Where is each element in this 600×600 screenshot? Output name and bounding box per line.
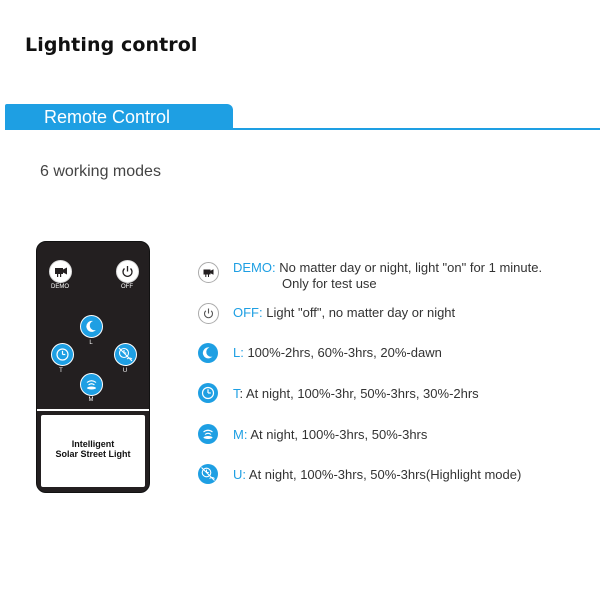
section-tab-label: Remote Control: [44, 107, 171, 127]
mode-off-text: [233, 305, 455, 320]
power-icon: [117, 261, 138, 282]
clock-icon: [52, 344, 73, 365]
motion-sensor-icon: [81, 374, 102, 395]
remote-demo-button: [49, 260, 72, 283]
remote-m-label: M: [88, 397, 94, 403]
mode-l-text: [233, 345, 442, 360]
camera-icon: [199, 263, 218, 282]
remote-u-label: U: [122, 368, 128, 374]
working-modes-subtitle: 6 working modes: [40, 163, 161, 180]
remote-control-image: [36, 241, 150, 493]
mode-t-text: [233, 386, 479, 401]
remote-panel-text: [41, 439, 145, 459]
mode-t-desc: : At night, 100%-3hr, 50%-3hrs, 30%-2hrs: [239, 386, 479, 401]
page-title: Lighting control: [25, 34, 198, 56]
remote-label-panel: [41, 415, 145, 487]
mode-t-name: T: [233, 386, 240, 401]
mode-m-text: [233, 427, 427, 442]
clock-icon: [198, 383, 218, 403]
moon-icon: [198, 343, 218, 363]
remote-divider: [37, 409, 149, 411]
mode-off-desc: Light "off", no matter day or night: [262, 305, 456, 320]
mode-demo-icon: [198, 262, 219, 283]
mode-u-icon: [198, 464, 218, 484]
section-divider: [5, 128, 600, 130]
remote-off-label: OFF: [121, 284, 133, 290]
remote-u-button: [114, 343, 137, 366]
remote-panel-line2: Solar Street Light: [55, 449, 131, 459]
remote-l-label: L: [89, 340, 93, 346]
motion-sensor-icon: [198, 424, 218, 444]
mode-demo-extra: Only for test use: [282, 276, 377, 291]
mode-demo-name: DEMO:: [233, 260, 276, 275]
remote-t-label: T: [59, 368, 63, 374]
mode-off-name: OFF:: [233, 305, 263, 320]
mode-t-icon: [198, 383, 218, 403]
mode-off-icon: [198, 303, 219, 324]
mode-demo-desc: No matter day or night, light "on" for 1 minute.: [275, 260, 543, 275]
mode-m-desc: At night, 100%-3hrs, 50%-3hrs: [247, 427, 428, 442]
remote-l-button: [80, 315, 103, 338]
moon-icon: [81, 316, 102, 337]
remote-t-button: [51, 343, 74, 366]
clock-sensor-icon: [198, 464, 218, 484]
clock-sensor-icon: [115, 344, 136, 365]
mode-u-text: [233, 467, 521, 482]
remote-panel-line1: Intelligent: [71, 439, 115, 449]
mode-l-name: L:: [233, 345, 244, 360]
mode-l-icon: [198, 343, 218, 363]
remote-demo-label: DEMO: [51, 284, 69, 290]
mode-l-desc: 100%-2hrs, 60%-3hrs, 20%-dawn: [243, 345, 442, 360]
remote-off-button: [116, 260, 139, 283]
mode-u-name: U:: [233, 467, 246, 482]
mode-u-desc: At night, 100%-3hrs, 50%-3hrs(Highlight mode): [246, 467, 522, 482]
mode-m-name: M:: [233, 427, 248, 442]
camera-icon: [50, 261, 71, 282]
power-icon: [199, 304, 218, 323]
remote-m-button: [80, 373, 103, 396]
mode-demo-text: [233, 260, 542, 275]
mode-m-icon: [198, 424, 218, 444]
